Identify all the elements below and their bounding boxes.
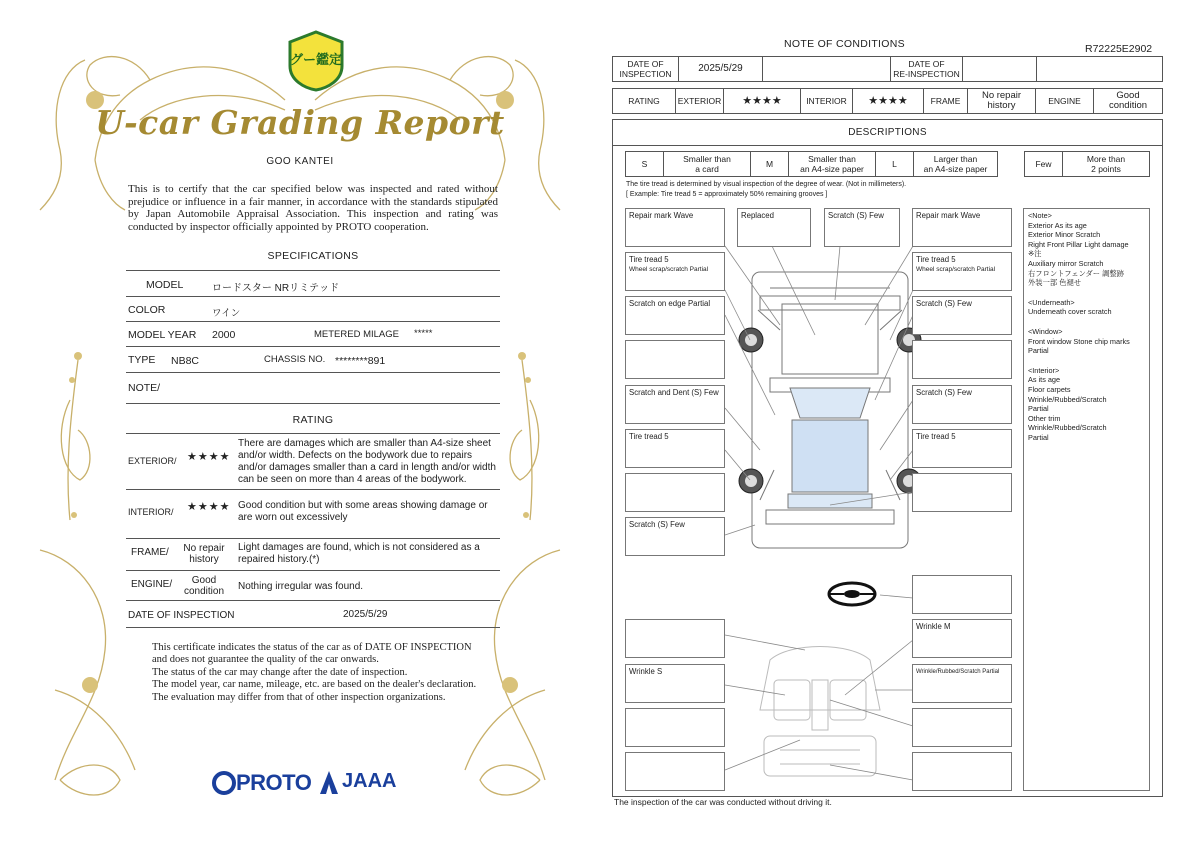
damage-text: Replaced (741, 211, 774, 220)
divider (126, 270, 500, 271)
jaaa-logo: JAAA (342, 770, 397, 792)
proto-logo: PROTO (236, 770, 312, 795)
rating-heading: RATING (292, 414, 334, 426)
tire-note-line-1: The tire tread is determined by visual inspection of the degree of wear. (Not in millimeters). (626, 181, 907, 188)
damage-text: Wrinkle/Rubbed/Scratch Partial (916, 669, 1000, 675)
frame-value-line-1: No repair (183, 543, 225, 554)
divider (126, 489, 500, 490)
damage-text: Wrinkle S (629, 667, 663, 676)
certificate-statement: This is to certify that the car specified below was inspected and rated without prejudice or influence in a fair manner, in accordance with the standards stipulated by Japan Automobile Appraisal Association. This inspection and rating was conducted by inspector officially appointed by PROTO cooperation. (128, 183, 498, 233)
damage-box-front-right (912, 208, 1012, 247)
legend-few-line-1: More than (1086, 154, 1126, 164)
window-section: <Window> Front window Stone chip marks Partial (1028, 326, 1130, 356)
interior-section: <Interior> As its age Floor carpets Wrinkle/Rubbed/Scratch Partial Other trim Wrinkle/Rubbed/Scratch Partial (1028, 365, 1107, 442)
damage-box-rear-left (625, 517, 725, 556)
legend-m: M (751, 152, 789, 176)
model-year-label: MODEL YEAR (128, 329, 197, 341)
damage-text: Scratch (S) Few (629, 520, 685, 529)
damage-box-empty (625, 708, 725, 747)
divider (126, 296, 500, 297)
damage-box-right-door (912, 385, 1012, 424)
interior-label: INTERIOR (801, 89, 853, 113)
model-label: MODEL (146, 279, 184, 291)
date-label-line-2: INSPECTION (619, 69, 672, 79)
note-section: <Note> Exterior As its age Exterior Minor Scratch Right Front Pillar Light damage ※注 Auxiliary mirror Scratch 右フロントフェンダー 調整跡 外装一部 色褪せ (1028, 211, 1129, 288)
chassis-label: CHASSIS NO. (264, 354, 326, 365)
interior-stars: ★★★★ (187, 501, 231, 513)
frame-value-line-2: history (987, 100, 1016, 111)
disclaimer-line: This certificate indicates the status of the car as of DATE OF INSPECTION and does not guarantee the quality of the car onwards. (152, 642, 472, 666)
divider (126, 538, 500, 539)
note-of-conditions-sheet (600, 0, 1200, 848)
engine-value-line-2: condition (183, 586, 225, 597)
damage-text: Scratch on edge Partial (629, 299, 711, 308)
legend-l-line-2: an A4-size paper (923, 164, 988, 174)
damage-box-empty (912, 752, 1012, 791)
date-of-inspection-label: DATE OF INSPECTION (128, 610, 235, 621)
frame-description: Light damages are found, which is not considered as a repaired history.(*) (238, 542, 480, 565)
interior-label: INTERIOR/ (128, 507, 174, 517)
legend-m-line-2: an A4-size paper (800, 164, 864, 174)
engine-description: Nothing irregular was found. (238, 581, 364, 592)
date-of-inspection-value: 2025/5/29 (343, 609, 388, 620)
frame-value-line-2: history (189, 554, 219, 565)
interior-box-left (625, 664, 725, 703)
steering-box (912, 575, 1012, 614)
frame-value (176, 543, 232, 565)
damage-box-empty (625, 340, 725, 379)
damage-text: Repair mark Wave (916, 211, 981, 220)
frame-label: FRAME (924, 89, 968, 113)
divider (126, 321, 500, 322)
inspection-footnote: The inspection of the car was conducted without driving it. (614, 797, 832, 807)
interior-description: Good condition but with some areas showing damage or are worn out excessively (238, 500, 488, 523)
report-subtitle: GOO KANTEI (266, 156, 334, 167)
damage-text: Tire tread 5 (629, 432, 669, 441)
color-value: ワイン (212, 308, 241, 319)
engine-value-line-1: Good (191, 575, 217, 586)
engine-value-line-2: condition (1108, 100, 1148, 111)
damage-box-empty (912, 708, 1012, 747)
damage-box-left-fender (625, 296, 725, 335)
damage-box-tire-rear-right (912, 429, 1012, 468)
damage-text: Scratch (S) Few (828, 211, 884, 220)
damage-box-empty (625, 619, 725, 658)
metered-milage-label: METERED MILAGE (314, 329, 399, 340)
reinspection-label-line-1: DATE OF (908, 59, 945, 69)
legend-l-line-1: Larger than (933, 154, 978, 164)
damage-subtext: Wheel scrap/scratch Partial (916, 266, 996, 273)
certificate-disclaimer (152, 642, 482, 704)
damage-text: Wrinkle M (916, 622, 951, 631)
exterior-stars: ★★★★ (724, 89, 801, 113)
damage-text: Tire tread 5 (629, 255, 669, 264)
specifications-heading: SPECIFICATIONS (267, 250, 359, 262)
divider (126, 433, 500, 434)
damage-box-left-door (625, 385, 725, 424)
badge-text: グー鑑定 (289, 53, 343, 68)
damage-text: Tire tread 5 (916, 255, 956, 264)
divider (126, 403, 500, 404)
exterior-description: There are damages which are smaller than A4-size sheet and/or width. Defects on the bodywork due to repairs and/or damages smaller than a card in length and/or width can be seen on more than 4 areas of the bodywork. (238, 438, 496, 485)
exterior-stars: ★★★★ (187, 451, 231, 463)
damage-box-front-left (625, 208, 725, 247)
damage-box-empty (625, 473, 725, 512)
damage-box-tire-front-left (625, 252, 725, 291)
metered-milage-value: ***** (414, 328, 433, 339)
damage-text: Repair mark Wave (629, 211, 694, 220)
frame-value-line-1: No repair (981, 90, 1022, 101)
damage-text: Scratch (S) Few (916, 388, 972, 397)
legend-few-line-2: 2 points (1091, 164, 1121, 174)
disclaimer-line: The status of the car may change after the date of inspection. (152, 666, 408, 678)
date-label-line-1: DATE OF (627, 59, 664, 69)
model-year-value: 2000 (212, 329, 236, 341)
divider (126, 600, 500, 601)
chassis-value: ********891 (335, 355, 386, 367)
damage-box-front-bumper (824, 208, 900, 247)
legend-m-line-1: Smaller than (808, 154, 856, 164)
damage-box-empty (912, 473, 1012, 512)
report-title: U-car Grading Report (95, 103, 505, 142)
note-of-conditions-title: NOTE OF CONDITIONS (784, 38, 905, 50)
damage-subtext: Wheel scrap/scratch Partial (629, 266, 709, 273)
jaaa-logo-icon (318, 770, 340, 796)
proto-logo-icon (212, 771, 236, 795)
type-label: TYPE (128, 354, 156, 366)
damage-box-empty (912, 340, 1012, 379)
damage-text: Scratch and Dent (S) Few (629, 388, 719, 397)
disclaimer-line: The evaluation may differ from that of other inspection organizations. (152, 691, 446, 703)
note-label: NOTE/ (128, 382, 161, 394)
engine-label: ENGINE/ (131, 579, 173, 590)
exterior-label: EXTERIOR (676, 89, 724, 113)
damage-box-hood (737, 208, 811, 247)
date-of-inspection-value: 2025/5/29 (679, 57, 763, 81)
legend-l: L (876, 152, 914, 176)
damage-box-right-fender (912, 296, 1012, 335)
divider (126, 372, 500, 373)
color-label: COLOR (128, 304, 166, 316)
damage-box-tire-rear-left (625, 429, 725, 468)
interior-box-right (912, 619, 1012, 658)
damage-box-empty (625, 752, 725, 791)
frame-label: FRAME/ (131, 547, 169, 558)
damage-text: Tire tread 5 (916, 432, 956, 441)
exterior-label: EXTERIOR/ (128, 456, 177, 466)
descriptions-heading: DESCRIPTIONS (613, 120, 1162, 146)
divider (126, 570, 500, 571)
disclaimer-line: The model year, car name, mileage, etc. are based on the dealer's declaration. (152, 679, 477, 691)
report-number: R72225E2902 (1085, 43, 1153, 55)
underneath-section: <Underneath> Underneath cover scratch (1028, 297, 1112, 317)
engine-label: ENGINE (1036, 89, 1094, 113)
model-value: ロードスター NRリミテッド (212, 283, 340, 294)
engine-value (176, 575, 232, 597)
legend-few: Few (1025, 152, 1063, 176)
notes-panel (1023, 208, 1150, 791)
legend-s-line-1: Smaller than (683, 154, 731, 164)
engine-value-line-1: Good (1116, 90, 1140, 101)
damage-box-tire-front-right (912, 252, 1012, 291)
legend-s-line-2: a card (695, 164, 719, 174)
damage-text: Scratch (S) Few (916, 299, 972, 308)
divider (126, 346, 500, 347)
reinspection-label-line-2: RE-INSPECTION (893, 69, 960, 79)
interior-box-right-seat (912, 664, 1012, 703)
rating-label: RATING (613, 89, 676, 113)
interior-stars: ★★★★ (853, 89, 924, 113)
goo-kantei-badge (288, 30, 344, 92)
type-value: NB8C (171, 355, 200, 367)
divider (126, 627, 500, 628)
tire-note-line-2: [ Example: Tire tread 5 = approximately 50% remaining grooves ] (626, 191, 828, 198)
legend-s: S (626, 152, 664, 176)
